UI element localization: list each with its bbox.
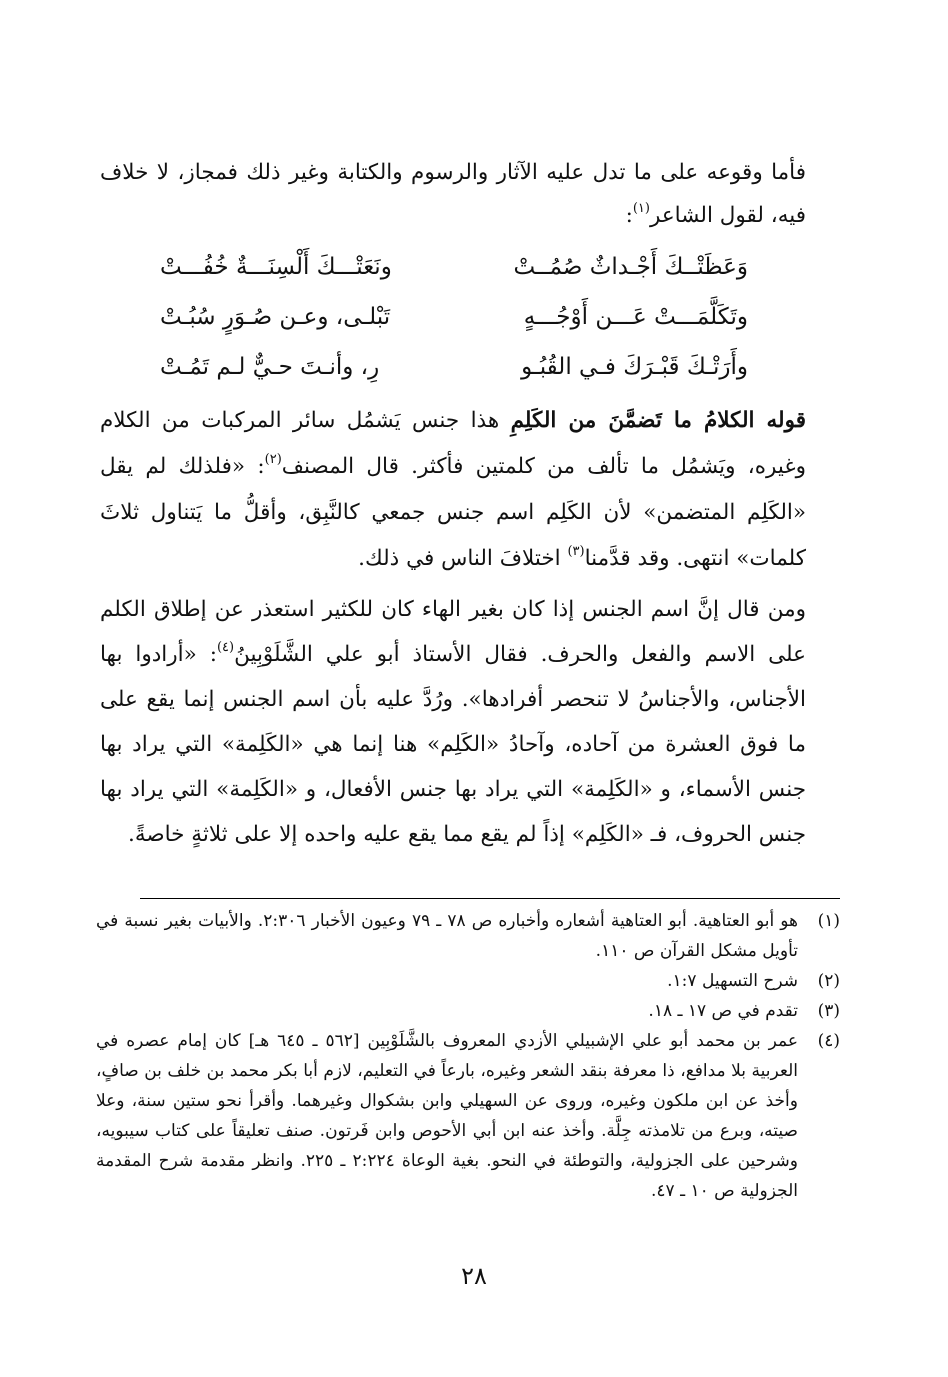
footnote-ref-3: (٣) — [567, 543, 585, 559]
poem-second-hemistich: ونَعَتْـــكَ أَلْسِنَـــةٌ خُفُـــتْ — [160, 254, 392, 280]
footnote-ref-2: (٢) — [264, 451, 282, 467]
footnote-ref-1: (١) — [632, 200, 650, 216]
footnote-number: (١) — [817, 911, 840, 931]
footnote-text: عمر بن محمد أبو علي الإشبيلي الأزدي المعروف بالشَّلَوْبِين [٥٦٢ ـ ٦٤٥ هـ] كان إمام عصره في العربية بلا مدافع، ذا معرفة بنقد الشعر وغيره، بارعاً في التعليم، لازم أبا بكر محمد بن خلف بن صافٍ، وأخذ عن ابن ملكون وغيره، وروى عن السهيلي وابن بشكوال وغيرهما. وأقرأ نحو ستين سنة، وعلا صيته، وبرع من تلامذته جِلَّة. وأخذ عنه ابن أبي الأحوص وابن فَرتون. صنف تعليقاً على كتاب سيبويه، وشرحين على الجزولية، والتوطئة في النحو. بغية الوعاة ٢:٢٢٤ ـ ٢٢٥. وانظر مقدمة شرح المقدمة الجزولية ص ١٠ ـ ٤٧. — [96, 1031, 798, 1201]
paragraph-text: : «أرادوا بها الأجناس، والأجناسُ لا تنحصر أفرادها». ورُدَّ عليه بأن اسم الجنس إنما يقع على ما فوق العشرة من آحاده، وآحادُ «الكَلِم» هنا إنما هي «الكَلِمة» التي يراد بها جنس الأسماء، و «الكَلِمة» التي يراد بها جنس الأفعال، و «الكَلِمة» التي يراد بها جنس الحروف، فـ «الكَلِم» إذاً لم يقع مما يقع عليه واحده إلا على ثلاثةٍ خاصةً. — [100, 642, 806, 847]
poem-second-hemistich: رِ، وأنـتَ حـيٌّ لـم تَمُـتْ — [160, 354, 380, 380]
poem-verse — [160, 342, 748, 392]
poem-first-hemistich: وتَكَلَّمَـــتْ عَـــن أَوْجُـــهٍ — [523, 304, 748, 330]
poem-verse — [160, 292, 748, 342]
paragraph-intro-text: فأما وقوعه على ما تدل عليه الآثار والرسوم والكتابة وغير ذلك فمجاز، لا خلاف فيه، لقول الشاعر — [100, 160, 806, 228]
footnotes — [96, 906, 840, 1206]
paragraph-text: هذا جنس يَشمُل سائر المركبات من الكلام وغيره، ويَشمُل ما تألف من كلمتين فأكثر. قال المصنف — [100, 408, 806, 479]
poem-second-hemistich: تَبْلـى، وعـن صُـوَرٍ سُبُـتْ — [160, 304, 391, 330]
footnote-text: هو أبو العتاهية. أبو العتاهية أشعاره وأخباره ص ٧٨ ـ ٧٩ وعيون الأخبار ٢:٣٠٦. والأبيات بغير نسبة في تأويل مشكل القرآن ص ١١٠. — [96, 911, 798, 961]
paragraph-intro — [100, 151, 806, 237]
poem-verse — [160, 242, 748, 292]
footnote — [96, 966, 840, 996]
footnote-text: شرح التسهيل ١:٧. — [667, 971, 798, 991]
footnote — [96, 906, 840, 966]
paragraph-kalam-definition — [100, 398, 806, 582]
footnote-number: (٣) — [817, 1001, 840, 1021]
footnote — [96, 996, 840, 1026]
footnote — [96, 1026, 840, 1206]
paragraph-text: اختلافَ الناس في ذلك. — [358, 546, 568, 571]
quoted-text-bold: قوله الكلامُ ما تَضمَّنَ من الكَلِمِ — [510, 408, 806, 433]
poem-verses — [160, 242, 748, 392]
footnote-number: (٤) — [817, 1031, 840, 1051]
paragraph-ism-jins — [100, 587, 806, 857]
footnote-number: (٢) — [817, 971, 840, 991]
footnote-text: تقدم في ص ١٧ ـ ١٨. — [648, 1001, 798, 1021]
paragraph-text: ومن قال إنَّ اسم الجنس إذا كان بغير الهاء كان للكثير استعذر عن إطلاق الكلم على الاسم والفعل والحرف. فقال الأستاذ أبو علي الشَّلَوْبِينُ — [100, 597, 806, 667]
page-number: ٢٨ — [461, 1262, 487, 1290]
poem-first-hemistich: وأَرَتْـكَ قَبْـرَكَ فـي القُبُـو — [521, 354, 748, 380]
colon: : — [625, 203, 633, 228]
footnote-ref-4: (٤) — [216, 639, 235, 655]
poem-first-hemistich: وَعَظَتْــكَ أَجْـداثٌ صُمُــتْ — [513, 254, 748, 280]
paragraph-text: : «فلذلك لم يقل «الكَلِم المتضمن» لأن الكَلِم اسم جنس جمعي كالنَّبِق، وأقلُّ ما يَتناول ثلاثَ كلمات» انتهى. وقد قدَّمنا — [100, 454, 806, 571]
footnote-separator — [140, 898, 840, 899]
